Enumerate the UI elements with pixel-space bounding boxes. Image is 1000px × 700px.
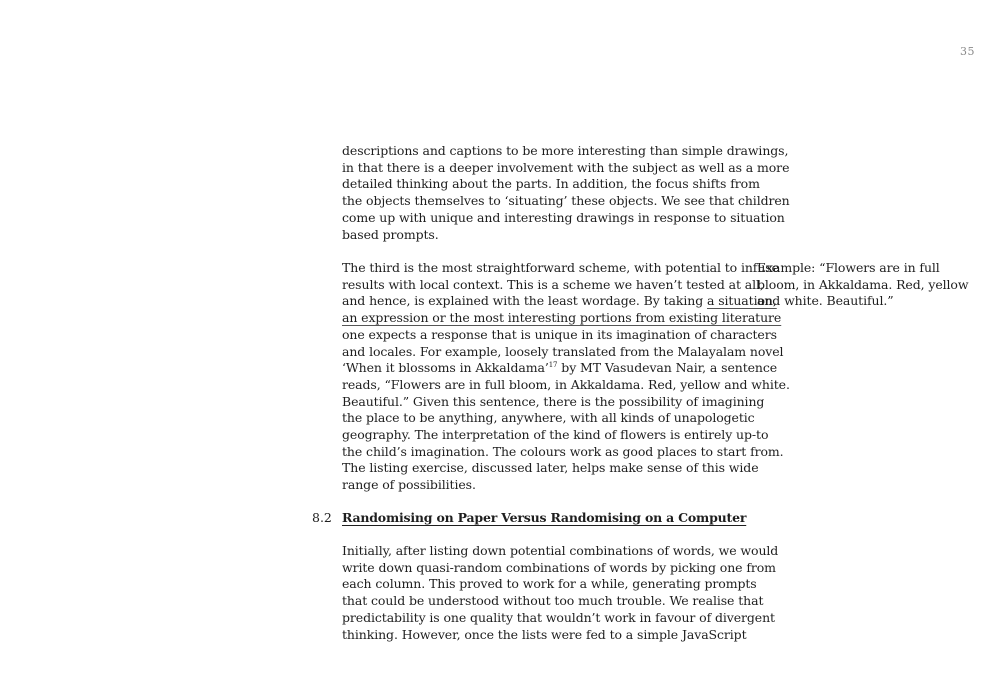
text-line: in that there is a deeper involvement with the subject as well as a more xyxy=(342,159,790,175)
underlined-phrase: an expression or the most interesting portions from existing literature xyxy=(342,310,782,326)
text-line: reads, “Flowers are in full bloom, in Akkaldama. Red, yellow and white. xyxy=(342,376,790,392)
underlined-phrase: a situation, xyxy=(706,293,777,309)
text-line xyxy=(342,293,777,310)
text-line xyxy=(342,360,778,377)
text-line: the objects themselves to ‘situating’ these objects. We see that children xyxy=(342,193,790,209)
text-line: range of possibilities. xyxy=(342,477,476,493)
text-line: The listing exercise, discussed later, helps make sense of this wide xyxy=(342,460,759,476)
text-line: write down quasi-random combinations of words by picking one from xyxy=(342,559,776,575)
text-line: Example: “Flowers are in full xyxy=(757,260,940,275)
text-run: ‘When it blossoms in Akkaldama’ xyxy=(342,360,549,376)
text-line: come up with unique and interesting drawings in response to situation xyxy=(342,209,785,225)
text-line: thinking. However, once the lists were fed to a simple JavaScript xyxy=(342,626,747,642)
text-run: and hence, is explained with the least wordage. By taking xyxy=(342,293,707,309)
text-line: one expects a response that is unique in its imagination of characters xyxy=(342,326,777,342)
paragraph-situating-objects xyxy=(342,143,790,243)
text-line: based prompts. xyxy=(342,226,439,242)
text-line: Initially, after listing down potential combinations of words, we would xyxy=(342,543,779,558)
text-line: the place to be anything, anywhere, with all kinds of unapologetic xyxy=(342,410,755,426)
text-line: detailed thinking about the parts. In addition, the focus shifts from xyxy=(342,176,760,192)
section-heading: Randomising on Paper Versus Randomising on a Computer xyxy=(342,510,747,525)
text-line: that could be understood without too much trouble. We realise that xyxy=(342,593,764,609)
page-number: 35 xyxy=(960,45,975,58)
text-line: The third is the most straightforward scheme, with potential to infuse xyxy=(342,260,779,275)
section-number: 8.2 xyxy=(312,510,332,525)
text-line: predictability is one quality that wouldn’t work in favour of divergent xyxy=(342,609,775,625)
text-line: and white. Beautiful.” xyxy=(757,293,894,309)
text-line: descriptions and captions to be more interesting than simple drawings, xyxy=(342,143,789,158)
text-line: and locales. For example, loosely translated from the Malayalam novel xyxy=(342,343,784,359)
text-line: results with local context. This is a scheme we haven’t tested at all, xyxy=(342,276,764,292)
text-line: bloom, in Akkaldama. Red, yellow xyxy=(757,276,969,292)
paragraph-third-scheme xyxy=(342,260,790,494)
text-line: Beautiful.” Given this sentence, there is the possibility of imagining xyxy=(342,393,765,409)
footnote-reference[interactable]: 17 xyxy=(548,361,558,370)
text-line: the child’s imagination. The colours work as good places to start from. xyxy=(342,443,784,459)
text-line: geography. The interpretation of the kind of flowers is entirely up-to xyxy=(342,427,769,443)
text-line: each column. This proved to work for a while, generating prompts xyxy=(342,576,757,592)
paragraph-randomising xyxy=(342,543,779,643)
text-run: by MT Vasudevan Nair, a sentence xyxy=(557,360,778,376)
text-line xyxy=(342,310,782,327)
margin-note-example xyxy=(757,260,972,310)
